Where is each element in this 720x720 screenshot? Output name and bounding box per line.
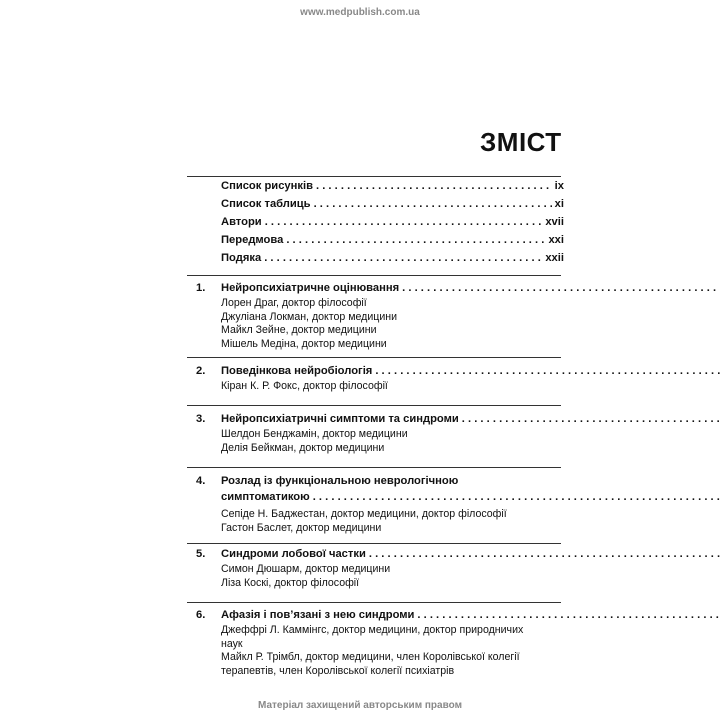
toc-entry-label: Список таблиць — [221, 198, 311, 210]
author-name: Шелдон Бенджамін, доктор медицини — [221, 428, 408, 440]
divider — [187, 602, 561, 603]
author-name: Ліза Коскі, доктор філософії — [221, 576, 360, 589]
chapter-entry — [196, 282, 564, 351]
toc-entry-authors[interactable] — [221, 216, 564, 234]
chapter-authors — [221, 297, 564, 351]
dot-leader — [402, 282, 720, 294]
author-name: Джуліана Локман, доктор медицини — [221, 310, 398, 323]
chapter-number: 5. — [196, 548, 206, 560]
chapter-authors — [221, 508, 564, 535]
dot-leader — [286, 234, 545, 246]
dot-leader — [462, 413, 720, 425]
dot-leader — [313, 489, 720, 505]
author-name: Сепіде Н. Баджестан, доктор медицини, доктор філософії — [221, 508, 507, 520]
chapter-title: Афазія і пов’язані з нею синдроми — [221, 609, 415, 621]
toc-page-number: xvii — [545, 216, 564, 228]
divider — [187, 275, 561, 276]
toc-entry-figures[interactable] — [221, 180, 564, 198]
front-matter-list — [221, 180, 564, 270]
chapter-heading[interactable] — [196, 413, 564, 425]
site-url[interactable]: www.medpublish.com.ua — [300, 7, 420, 18]
chapter-authors — [221, 563, 564, 590]
chapter-title: Нейропсихіатричне оцінювання — [221, 282, 400, 294]
copyright-notice: Матеріал захищений авторським правом — [258, 700, 462, 711]
chapter-heading[interactable] — [196, 473, 564, 505]
author-name: Майкл Зейне, доктор медицини — [221, 324, 377, 336]
chapter-entry — [196, 548, 564, 590]
dot-leader — [316, 180, 552, 192]
author-name: Мішель Медіна, доктор медицини — [221, 337, 387, 350]
chapter-entry — [196, 473, 564, 535]
toc-entry-label: Передмова — [221, 234, 284, 246]
chapter-authors — [221, 428, 564, 455]
divider — [187, 357, 561, 358]
chapter-entry — [196, 609, 564, 678]
author-name: Кіран К. Р. Фокс, доктор філософії — [221, 380, 388, 392]
dot-leader — [375, 365, 720, 377]
author-name: Делія Бейкман, доктор медицини — [221, 441, 385, 454]
chapter-title: Нейропсихіатричні симптоми та синдроми — [221, 413, 459, 425]
chapter-entry — [196, 413, 564, 455]
chapter-title-line-1: Розлад із функціональною неврологічною — [221, 475, 459, 487]
chapter-number: 1. — [196, 282, 206, 294]
toc-page-number: xi — [554, 198, 564, 210]
toc-entry-acknowledgments[interactable] — [221, 252, 564, 270]
toc-entry-label: Список рисунків — [221, 180, 313, 192]
chapter-title-line-2: симптоматикою — [221, 491, 310, 503]
chapter-heading[interactable] — [196, 282, 564, 294]
chapter-title: Синдроми лобової частки — [221, 548, 366, 560]
author-name: Джеффрі Л. Каммінгс, доктор медицини, доктор природничих наук — [221, 624, 524, 650]
divider — [187, 405, 561, 406]
divider — [187, 467, 561, 468]
chapter-heading[interactable] — [196, 609, 564, 621]
author-name: Гастон Баслет, доктор медицини — [221, 521, 382, 534]
toc-entry-label: Подяка — [221, 252, 262, 264]
toc-entry-tables[interactable] — [221, 198, 564, 216]
chapter-authors — [221, 624, 564, 678]
dot-leader — [417, 609, 720, 621]
chapter-number: 6. — [196, 609, 206, 621]
chapter-number: 2. — [196, 365, 206, 377]
dot-leader — [265, 216, 543, 228]
chapter-number: 4. — [196, 475, 206, 487]
chapter-entry — [196, 365, 564, 394]
chapter-heading[interactable] — [196, 365, 564, 377]
toc-page-number: xxii — [545, 252, 564, 264]
author-name: Майкл Р. Трімбл, доктор медицини, член Королівської колегії терапевтів, член Королівської колегії психіатрів — [221, 651, 520, 677]
toc-page-number: xxi — [548, 234, 564, 246]
chapter-title: Поведінкова нейробіологія — [221, 365, 373, 377]
dot-leader — [264, 252, 542, 264]
toc-page-number: ix — [554, 180, 564, 192]
divider — [187, 543, 561, 544]
toc-entry-label: Автори — [221, 216, 262, 228]
chapter-number: 3. — [196, 413, 206, 425]
author-name: Лорен Драг, доктор філософії — [221, 297, 367, 309]
dot-leader — [314, 198, 552, 210]
chapter-heading[interactable] — [196, 548, 564, 560]
page-title: ЗМІСТ — [480, 127, 562, 157]
author-name: Симон Дюшарм, доктор медицини — [221, 563, 391, 575]
chapter-authors — [221, 380, 564, 394]
dot-leader — [369, 548, 720, 560]
divider — [187, 176, 561, 177]
toc-entry-foreword[interactable] — [221, 234, 564, 252]
